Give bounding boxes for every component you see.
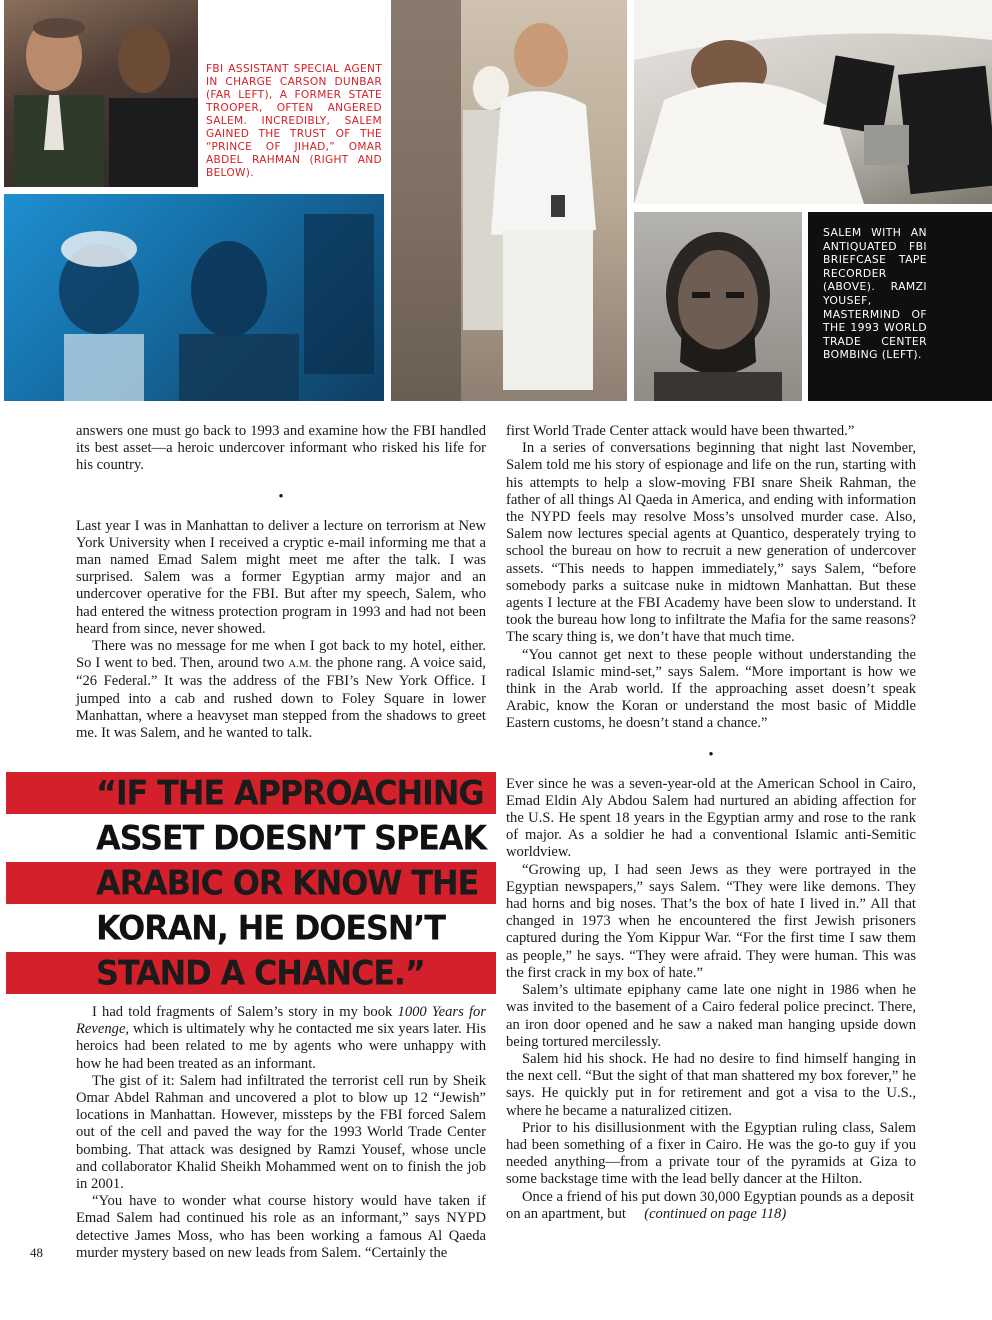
photo-carson-dunbar (4, 0, 198, 187)
paragraph: There was no message for me when I got back to my hotel, either. So I went to bed. Then, around two A.M. the phone rang. A voice said, “26 Federal.” It was the address of the FBI’s New York Office. I jumped into a cab and rushed down to Foley Square in lower Manhattan, where a heavyset man stepped from the shadows to greet me. It was Salem, and he wanted to talk. (76, 638, 486, 742)
pull-quote-line: “IF THE APPROACHING (6, 772, 496, 814)
pull-quote-line: ARABIC OR KNOW THE (6, 862, 496, 904)
article-left-column-top (76, 423, 486, 742)
pull-quote-line: STAND A CHANCE.” (6, 952, 496, 994)
photo-salem-tape-recorder (634, 0, 992, 204)
paragraph: “You have to wonder what course history would have taken if Emad Salem had continued his role as an informant,” says NYPD detective James Moss, who has been working a famous Al Qaeda murder mystery based on new leads from Salem. “Certainly the (76, 1193, 486, 1261)
caption-left: FBI ASSISTANT SPECIAL AGENT IN CHARGE CARSON DUNBAR (FAR LEFT), A FORMER STATE TROOPER, OFTEN ANGERED SALEM. INCREDIBLY, SALEM GAINED THE TRUST OF THE “PRINCE OF JIHAD,” OMAR ABDEL RAHMAN (RIGHT AND BELOW). (206, 63, 382, 179)
section-divider: • (708, 746, 714, 763)
paragraph: The gist of it: Salem had infiltrated the terrorist cell run by Sheik Omar Abdel Rahman and uncovered a plot to blow up 12 “Jewish” locations in Manhattan. However, missteps by the FBI forced Salem out of the cell and paved the way for the 1993 World Trade Center bombing. That attack was designed by Ramzi Yousef, whose uncle and collaborator Khalid Sheikh Mohammed went on to finish the job in 2001. (76, 1072, 486, 1193)
paragraph: “Growing up, I had seen Jews as they were portrayed in the Egyptian newspapers,” says Salem. “They were like demons. They had horns and big noses. That’s the box of hate I lived in.” All that changed in 1973 when he encountered the first Jewish prisoners captured during the Yom Kippur War. “For the first time I saw them as people,” he says. “They were afraid. They were human. This was the first crack in my box of hate.” (506, 861, 916, 981)
paragraph: Ever since he was a seven-year-old at the American School in Cairo, Emad Eldin Aly Abdou Salem had nurtured an abiding affection for the U.S. He spent 18 years in the Egyptian army and rose to the rank of major. As a soldier he had a conventional Islamic anti-Semitic worldview. (506, 775, 916, 861)
article-right-column (506, 423, 916, 1223)
small-caps-time: A.M. (288, 658, 312, 671)
paragraph: Once a friend of his put down 30,000 Egyptian pounds as a deposit on an apartment, but (continued on page 118) (506, 1188, 914, 1222)
book-title: 1000 Years for Revenge, (76, 1004, 486, 1038)
paragraph: In a series of conversations beginning that night last November, Salem told me his story of espionage and life on the run, starting with his attempts to help a slow-moving FBI snare Sheik Rahman, the father of all things Al Qaeda in America, and ending with information the NYPD feels may resolve Moss’s unsolved murder case. Also, Salem now lectures special agents at Quantico, desperately trying to school the bureau on how to recruit a new generation of undercover assets. “This needs to happen immediately,” says Salem, “before somebody parks a suitcase nuke in midtown Manhattan. But these agents I lecture at the FBI Academy have been slow to understand. It took the bureau how long to infiltrate the Mafia for the same reasons? The scary thing is, we don’t have that much time. (506, 440, 916, 646)
article-left-column-bottom (76, 1004, 486, 1262)
paragraph: Prior to his disillusionment with the Egyptian ruling class, Salem had been something of a fixer in Cairo. He was the go-to guy if you needed anything—from a private tour of the pyramids at Giza to some backstage time with the lead belly dancer at the Hilton. (506, 1119, 916, 1188)
photo-rahman-blue (4, 194, 384, 401)
photo-salem-with-rahman (391, 0, 627, 401)
paragraph: first World Trade Center attack would have been thwarted.” (506, 423, 855, 439)
photo-ramzi-yousef (634, 212, 802, 401)
paragraph: “You cannot get next to these people without understanding the radical Islamic mind-set,” says Salem. “More important is how we think in the Arab world. If the approaching asset doesn’t speak Arabic, know the Koran or understand the most basic of Middle Eastern customs, he doesn’t stand a chance.” (506, 646, 916, 732)
continued-note: (continued on page 118) (644, 1205, 787, 1222)
paragraph: answers one must go back to 1993 and examine how the FBI handled its best asset—a heroic undercover informant who risked his life for his country. (76, 423, 486, 474)
paragraph: Last year I was in Manhattan to deliver a lecture on terrorism at New York University when I received a cryptic e-mail informing me that a man named Emad Salem might meet me after the talk. I was surprised. Salem was a former Egyptian army major and an undercover operative for the FBI. But after my speech, Salem, who had entered the witness protection program in 1993 and had not been heard from since, never showed. (76, 517, 486, 637)
pull-quote-line: ASSET DOESN’T SPEAK (6, 817, 496, 859)
paragraph: Salem’s ultimate epiphany came late one night in 1986 when he was invited to the basement of a Cairo federal police precinct. There, an iron door opened and he saw a naked man hanging upside down being tortured mercilessly. (506, 982, 916, 1050)
caption-box-right (808, 212, 992, 401)
caption-right: SALEM WITH AN ANTIQUATED FBI BRIEFCASE TAPE RECORDER (ABOVE). RAMZI YOUSEF, MASTERMIND OF THE 1993 WORLD TRADE CENTER BOMBING (LEFT). (823, 226, 927, 362)
paragraph: I had told fragments of Salem’s story in my book 1000 Years for Revenge, which is ultimately why he contacted me six years later. His heroics had been related to me by agents who were unhappy with how he had been treated as an informant. (76, 1004, 486, 1072)
page-number: 48 (30, 1245, 43, 1260)
paragraph: Salem hid his shock. He had no desire to find himself hanging in the next cell. “But the sight of that man shattered my box forever,” he says. He quickly put in for retirement and got a visa to the U.S., where he became a naturalized citizen. (506, 1050, 916, 1119)
pull-quote-line: KORAN, HE DOESN’T (6, 907, 496, 949)
section-divider: • (278, 488, 284, 505)
pull-quote (6, 773, 496, 998)
